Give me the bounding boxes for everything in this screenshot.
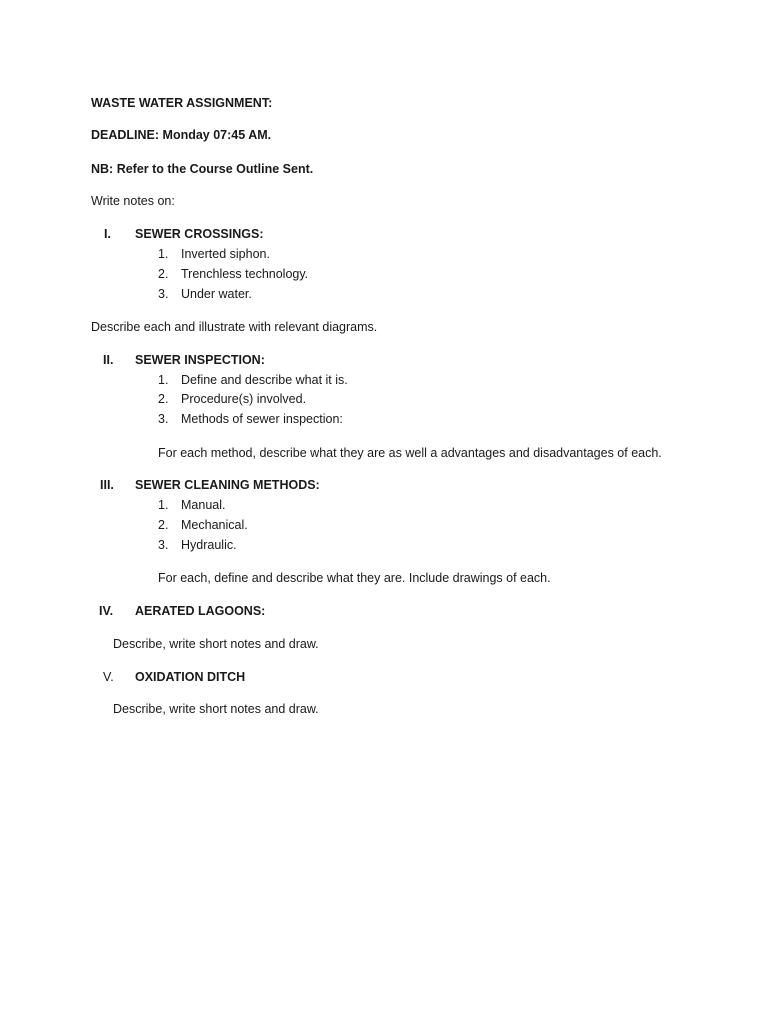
list-item: Define and describe what it is. [181, 373, 348, 387]
list-item-number: 2. [158, 267, 169, 281]
list-item-number: 1. [158, 498, 169, 512]
list-item: Manual. [181, 498, 226, 512]
list-item-number: 3. [158, 287, 169, 301]
section-instruction: For each method, describe what they are as well a advantages and disadvantages of each. [158, 446, 662, 460]
section-numeral: IV. [99, 604, 114, 618]
list-item-number: 2. [158, 518, 169, 532]
note-line: NB: Refer to the Course Outline Sent. [91, 162, 314, 176]
section-numeral: V. [103, 670, 114, 684]
list-item: Under water. [181, 287, 252, 301]
list-item-number: 1. [158, 247, 169, 261]
section-instruction: Describe each and illustrate with relevant diagrams. [91, 320, 378, 334]
section-instruction: Describe, write short notes and draw. [113, 637, 319, 651]
section-numeral: III. [100, 478, 114, 492]
section-instruction: Describe, write short notes and draw. [113, 702, 319, 716]
section-heading: OXIDATION DITCH [135, 670, 246, 684]
section-heading: SEWER CLEANING METHODS: [135, 478, 320, 492]
list-item: Trenchless technology. [181, 267, 309, 281]
section-instruction: For each, define and describe what they are. Include drawings of each. [158, 571, 551, 585]
list-item-number: 3. [158, 538, 169, 552]
document-title: WASTE WATER ASSIGNMENT: [91, 96, 273, 110]
section-heading: AERATED LAGOONS: [135, 604, 266, 618]
list-item-number: 2. [158, 392, 169, 406]
list-item: Mechanical. [181, 518, 248, 532]
list-item: Hydraulic. [181, 538, 237, 552]
list-item: Inverted siphon. [181, 247, 270, 261]
section-heading: SEWER CROSSINGS: [135, 227, 264, 241]
list-item: Procedure(s) involved. [181, 392, 307, 406]
intro-line: Write notes on: [91, 194, 175, 208]
section-numeral: II. [103, 353, 114, 367]
list-item-number: 3. [158, 412, 169, 426]
list-item-number: 1. [158, 373, 169, 387]
section-numeral: I. [104, 227, 111, 241]
list-item: Methods of sewer inspection: [181, 412, 343, 426]
section-heading: SEWER INSPECTION: [135, 353, 265, 367]
deadline-line: DEADLINE: Monday 07:45 AM. [91, 128, 272, 142]
